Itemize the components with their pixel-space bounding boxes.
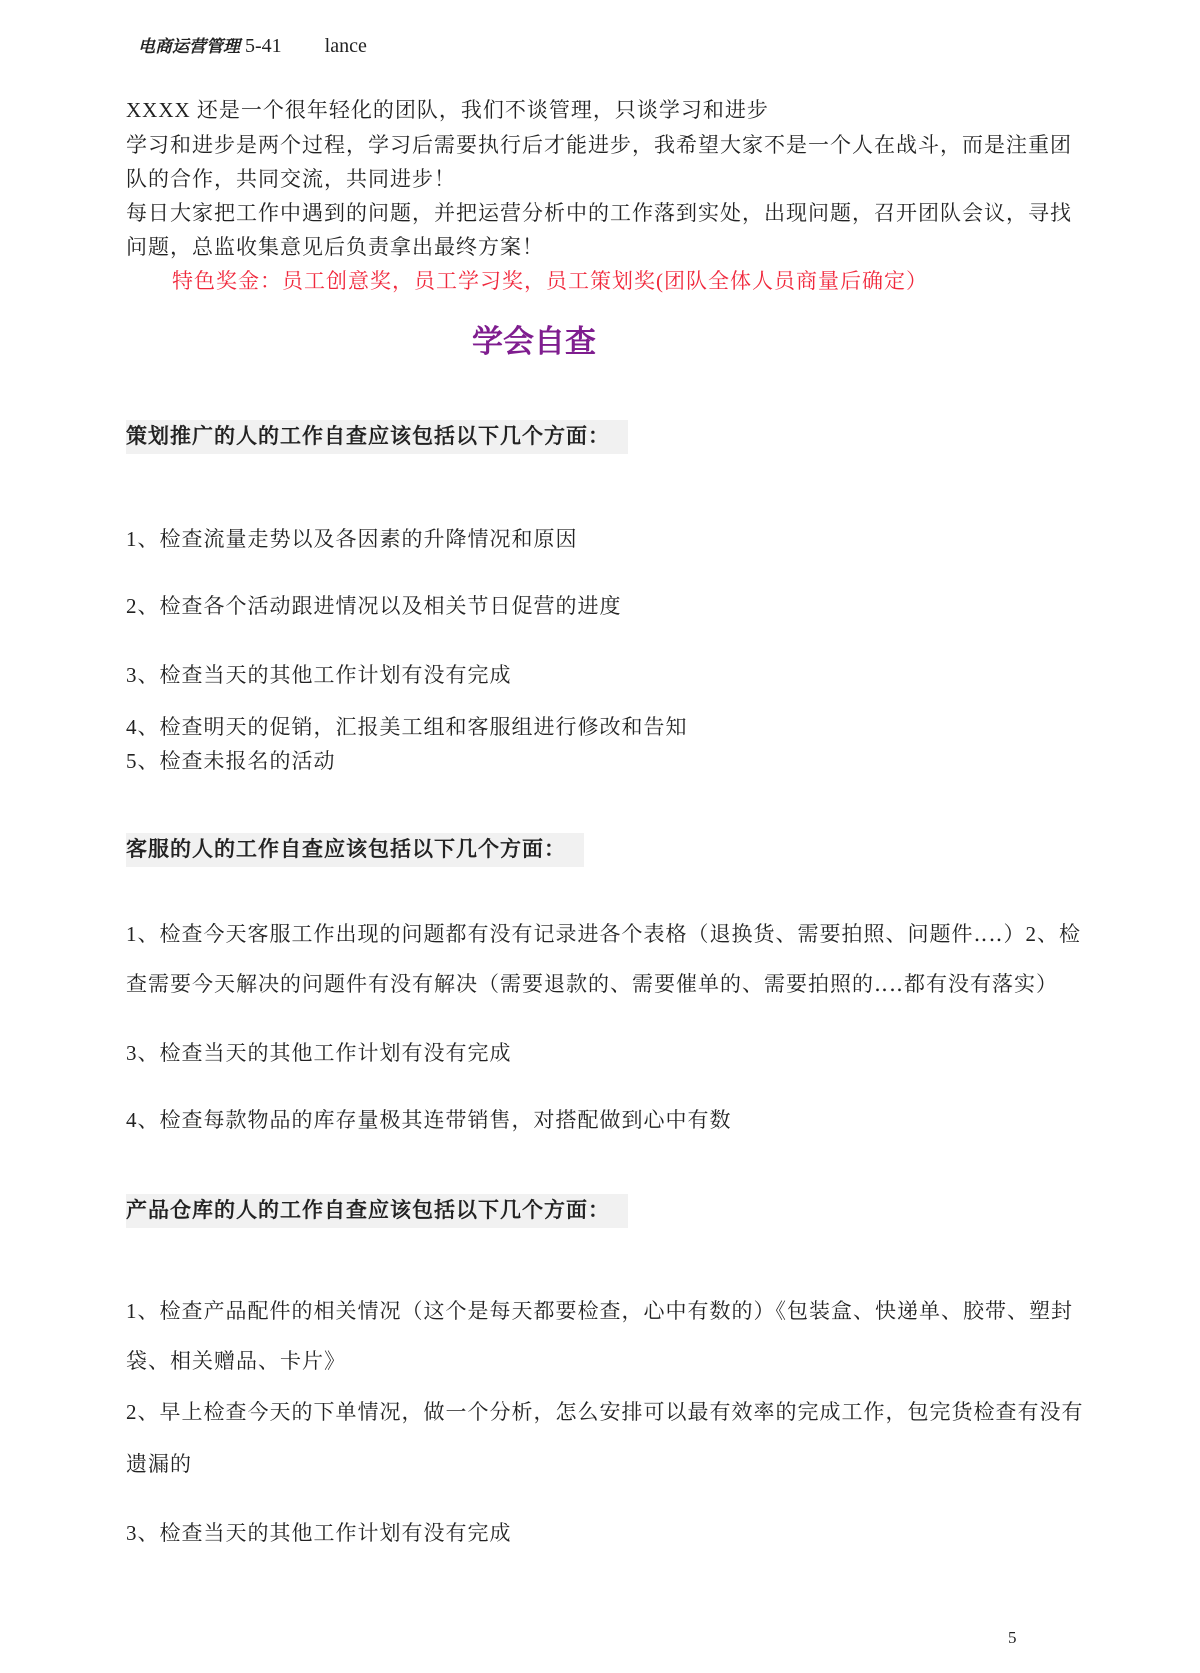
list-item: 1、检查产品配件的相关情况（这个是每天都要检查，心中有数的）《包装盒、快递单、胶带、塑封 <box>126 1299 1073 1323</box>
list-item: 5、检查未报名的活动 <box>126 749 336 773</box>
running-header <box>138 32 367 58</box>
intro-line: 队的合作，共同交流，共同进步！ <box>126 167 456 191</box>
section-title: 学会自查 <box>472 324 596 360</box>
list-item: 遗漏的 <box>126 1452 192 1476</box>
list-item: 2、检查各个活动跟进情况以及相关节日促营的进度 <box>126 594 622 618</box>
bonus-note: 特色奖金：员工创意奖，员工学习奖，员工策划奖(团队全体人员商量后确定） <box>172 269 928 293</box>
list-item: 3、检查当天的其他工作计划有没有完成 <box>126 663 512 687</box>
section-heading: 产品仓库的人的工作自查应该包括以下几个方面： <box>126 1194 628 1228</box>
list-item: 2、早上检查今天的下单情况，做一个分析，怎么安排可以最有效率的完成工作，包完货检查有没有 <box>126 1400 1084 1424</box>
list-item: 3、检查当天的其他工作计划有没有完成 <box>126 1041 512 1065</box>
section-heading: 策划推广的人的工作自查应该包括以下几个方面： <box>126 420 628 454</box>
list-item: 4、检查明天的促销，汇报美工组和客服组进行修改和告知 <box>126 715 688 739</box>
list-item: 1、检查今天客服工作出现的问题都有没有记录进各个表格（退换货、需要拍照、问题件‥‥）2、检 <box>126 922 1082 946</box>
list-item: 3、检查当天的其他工作计划有没有完成 <box>126 1521 512 1545</box>
list-item: 1、检查流量走势以及各因素的升降情况和原因 <box>126 527 578 551</box>
intro-line: 学习和进步是两个过程，学习后需要执行后才能进步，我希望大家不是一个人在战斗，而是注重团 <box>126 133 1072 157</box>
intro-line: 问题，总监收集意见后负责拿出最终方案！ <box>126 235 544 259</box>
page-number: 5 <box>1008 1628 1017 1647</box>
list-item: 4、检查每款物品的库存量极其连带销售，对搭配做到心中有数 <box>126 1108 732 1132</box>
list-item: 袋、相关赠品、卡片》 <box>126 1349 346 1373</box>
header-author: lance <box>324 35 367 57</box>
intro-line: 每日大家把工作中遇到的问题，并把运营分析中的工作落到实处，出现问题，召开团队会议，寻找 <box>126 201 1072 225</box>
list-item: 查需要今天解决的问题件有没有解决（需要退款的、需要催单的、需要拍照的‥‥都有没有落实） <box>126 972 1059 996</box>
intro-line: XXXX 还是一个很年轻化的团队，我们不谈管理，只谈学习和进步 <box>126 98 769 122</box>
section-heading: 客服的人的工作自查应该包括以下几个方面： <box>126 833 584 867</box>
header-title: 电商运营管理 <box>138 37 240 56</box>
header-code: 5-41 <box>245 35 282 57</box>
